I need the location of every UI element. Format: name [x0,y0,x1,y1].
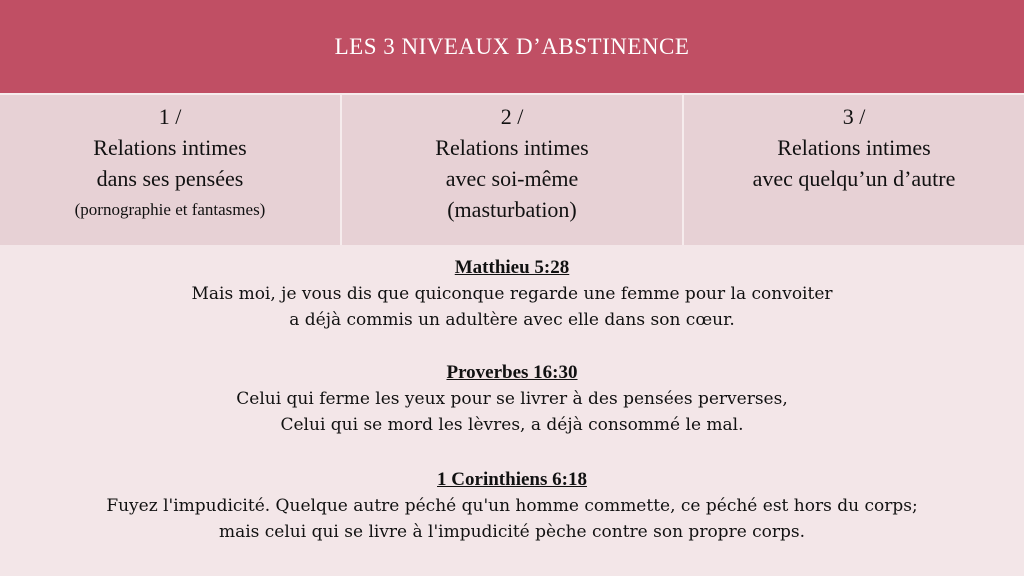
verse-line: Mais moi, je vous dis que quiconque regarde une femme pour la convoiter [191,284,833,304]
level-1-line2: dans ses pensées [96,166,244,191]
verse-block [0,360,1024,438]
verse-reference: 1 Corinthiens 6:18 [437,469,587,490]
verse-line: Celui qui se mord les lèvres, a déjà consommé le mal. [280,415,744,435]
verses-area [0,245,1024,576]
verse-line: a déjà commis un adultère avec elle dans son cœur. [289,310,735,330]
levels-table [0,93,1024,247]
verse-reference: Proverbes 16:30 [446,362,578,383]
level-3-line2: avec quelqu’un d’autre [752,166,956,191]
verse-block [0,467,1024,545]
verse-line: Celui qui ferme les yeux pour se livrer à des pensées perverses, [236,389,788,409]
level-3-cell [684,95,1024,247]
verse-line: Fuyez l'impudicité. Quelque autre péché qu'un homme commette, ce péché est hors du corps; [106,496,918,516]
level-2-line3: (masturbation) [447,197,577,222]
level-1-line1: Relations intimes [93,135,247,160]
level-2-cell [342,95,684,247]
level-2-line1: Relations intimes [435,135,589,160]
level-1-cell [0,95,342,247]
level-3-number: 3 / [842,104,866,129]
verse-line: mais celui qui se livre à l'impudicité pèche contre son propre corps. [218,522,806,542]
verse-block [0,255,1024,333]
level-2-number: 2 / [500,104,524,129]
verse-reference: Matthieu 5:28 [454,257,570,278]
level-1-line3: (pornographie et fantasmes) [74,200,266,219]
title-bar [0,0,1024,93]
level-3-line1: Relations intimes [777,135,931,160]
slide-title: LES 3 NIVEAUX D’ABSTINENCE [334,33,690,59]
level-1-number: 1 / [158,104,182,129]
level-2-line2: avec soi-même [445,166,579,191]
